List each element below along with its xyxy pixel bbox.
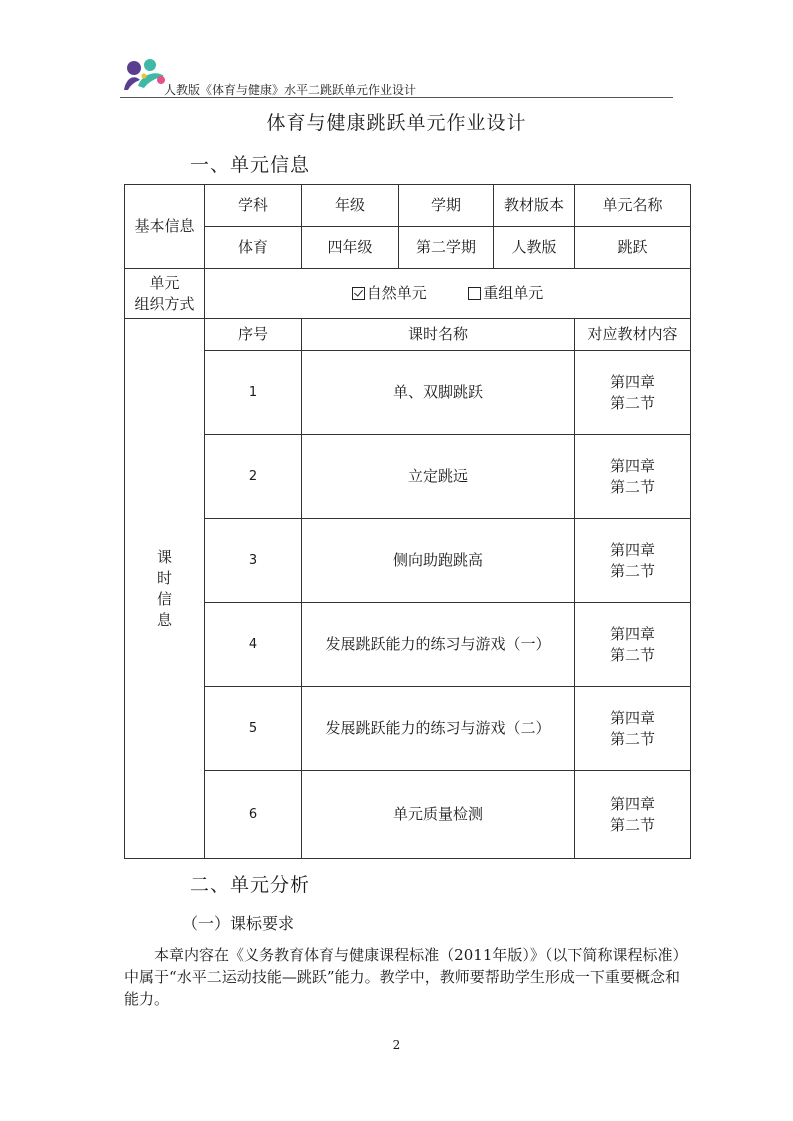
lesson-section: 第二节: [609, 561, 655, 580]
header-title: 人教版《体育与健康》水平二跳跃单元作业设计: [164, 83, 417, 97]
lesson-content: [575, 771, 691, 859]
document-title: 体育与健康跳跃单元作业设计: [266, 112, 527, 134]
lesson-header-row: [125, 319, 691, 351]
lesson-name: 单元质量检测: [302, 771, 575, 859]
basic-header-row: [125, 185, 691, 227]
lesson-label-char: 息: [156, 610, 172, 629]
lesson-name: 发展跳跃能力的练习与游戏（二）: [302, 687, 575, 771]
unchecked-checkbox-icon[interactable]: [468, 287, 481, 300]
option-natural-unit[interactable]: [352, 283, 427, 304]
org-label: [125, 269, 205, 319]
lesson-section: 第二节: [609, 645, 655, 664]
header-lesson-no: 序号: [205, 319, 302, 351]
header-lesson-content: 对应教材内容: [575, 319, 691, 351]
lesson-section: 第二节: [609, 477, 655, 496]
lesson-section: 第二节: [609, 815, 655, 834]
table-row: [125, 351, 691, 435]
value-semester: 第二学期: [399, 227, 494, 269]
header-unit-name: 单元名称: [575, 185, 691, 227]
lesson-content: [575, 435, 691, 519]
section-heading-unit-info: 一、单元信息: [190, 154, 311, 176]
header-lesson-name: 课时名称: [302, 319, 575, 351]
subsection-heading-standards: （一）课标要求: [182, 914, 295, 933]
unit-info-table: [124, 184, 691, 859]
lesson-content: [575, 519, 691, 603]
lesson-name: 发展跳跃能力的练习与游戏（一）: [302, 603, 575, 687]
lesson-name: 单、双脚跳跃: [302, 351, 575, 435]
page-header: [120, 54, 673, 98]
value-textbook: 人教版: [494, 227, 575, 269]
lesson-chapter: 第四章: [609, 456, 655, 475]
publisher-logo: [120, 56, 168, 92]
header-subject: 学科: [205, 185, 302, 227]
lesson-no: 5: [205, 687, 302, 771]
option-regroup-unit[interactable]: [468, 283, 543, 304]
lesson-no: 2: [205, 435, 302, 519]
header-grade: 年级: [302, 185, 399, 227]
lesson-label-char: 时: [156, 568, 172, 587]
lesson-info-label: [125, 319, 205, 859]
org-label-line1: 单元: [149, 273, 180, 292]
table-row: [125, 771, 691, 859]
table-row: [125, 519, 691, 603]
lesson-no: 6: [205, 771, 302, 859]
header-semester: 学期: [399, 185, 494, 227]
lesson-chapter: 第四章: [609, 708, 655, 727]
option-natural-label: 自然单元: [366, 284, 427, 302]
table-row: [125, 435, 691, 519]
lesson-content: [575, 603, 691, 687]
value-grade: 四年级: [302, 227, 399, 269]
lesson-label-char: 课: [156, 547, 172, 566]
lesson-label-char: 信: [156, 589, 172, 608]
lesson-name: 侧向助跑跳高: [302, 519, 575, 603]
lesson-chapter: 第四章: [609, 624, 655, 643]
body-paragraph: 本章内容在《义务教育体育与健康课程标准（2011年版）》（以下简称课程标准）中属于“水平二运动技能—跳跃”能力。教学中，教师要帮助学生形成一下重要概念和能力。: [124, 946, 680, 1008]
section-heading-unit-analysis: 二、单元分析: [190, 874, 311, 896]
checked-checkbox-icon[interactable]: [352, 287, 365, 300]
header-textbook: 教材版本: [494, 185, 575, 227]
table-row: [125, 603, 691, 687]
org-options: [205, 269, 691, 319]
page-number: 2: [392, 1038, 401, 1052]
lesson-content: [575, 351, 691, 435]
lesson-no: 3: [205, 519, 302, 603]
basic-info-label: 基本信息: [125, 185, 205, 269]
header-divider: [120, 97, 673, 98]
org-label-line2: 组织方式: [134, 294, 195, 313]
option-regroup-label: 重组单元: [483, 284, 544, 302]
lesson-section: 第二节: [609, 729, 655, 748]
value-unit-name: 跳跃: [575, 227, 691, 269]
lesson-name: 立定跳远: [302, 435, 575, 519]
lesson-chapter: 第四章: [609, 540, 655, 559]
lesson-no: 4: [205, 603, 302, 687]
lesson-chapter: 第四章: [609, 372, 655, 391]
org-row: [125, 269, 691, 319]
value-subject: 体育: [205, 227, 302, 269]
basic-value-row: [125, 227, 691, 269]
lesson-section: 第二节: [609, 393, 655, 412]
lesson-chapter: 第四章: [609, 794, 655, 813]
table-row: [125, 687, 691, 771]
lesson-content: [575, 687, 691, 771]
lesson-no: 1: [205, 351, 302, 435]
